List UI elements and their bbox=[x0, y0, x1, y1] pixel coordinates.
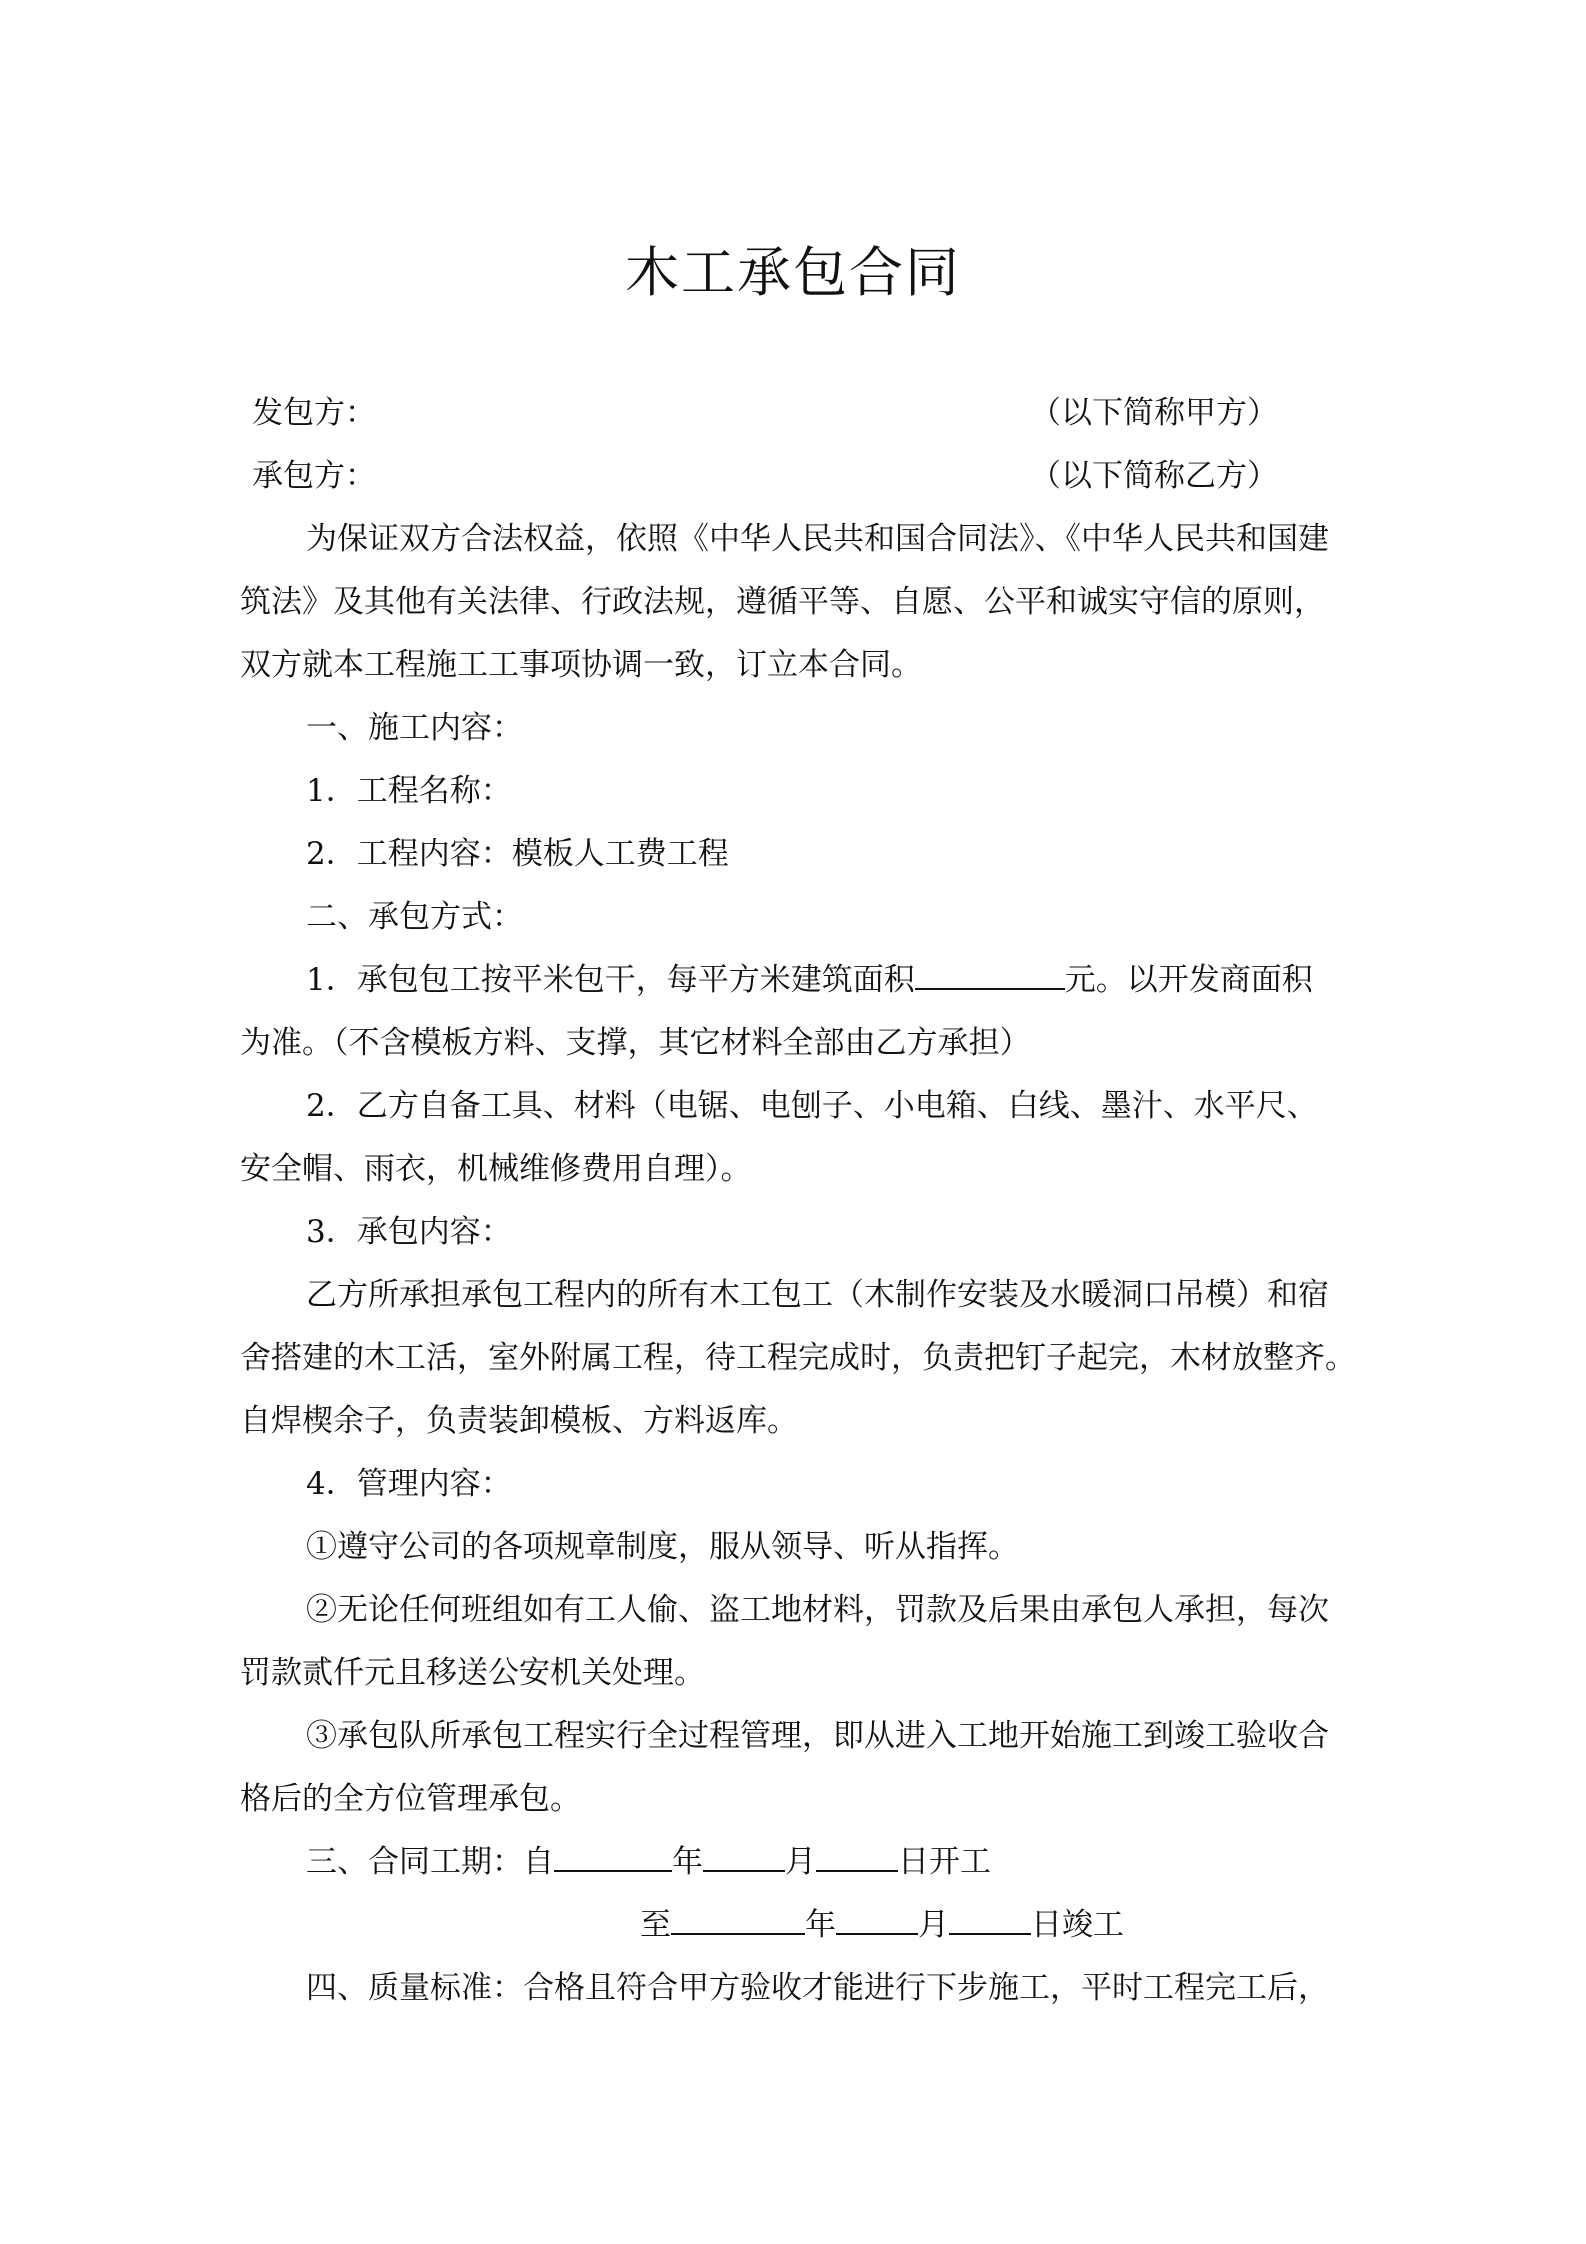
section2-item1-line2: 为准。（不含模板方料、支撑，其它材料全部由乙方承担） bbox=[240, 1025, 1031, 1061]
employer-line bbox=[240, 382, 1358, 445]
start-year-blank bbox=[554, 1840, 672, 1872]
contractor-line bbox=[240, 445, 1358, 508]
section2-heading: 二、承包方式： bbox=[306, 899, 523, 935]
intro-line-2: 筑法》及其他有关法律、行政法规，遵循平等、自愿、公平和诚实守信的原则， bbox=[240, 584, 1325, 620]
start-month-label: 月 bbox=[785, 1844, 816, 1880]
end-to-label: 至 bbox=[640, 1907, 671, 1943]
section2-item4-3-line2: 格后的全方位管理承包。 bbox=[240, 1781, 581, 1817]
section2-item1-text-b: 元。以开发商面积 bbox=[1064, 962, 1313, 998]
section2-item4-2-line2: 罚款贰仟元且移送公安机关处理。 bbox=[240, 1655, 705, 1691]
section1-item1: 1．工程名称： bbox=[306, 773, 512, 809]
employer-label: 发包方： bbox=[252, 395, 376, 431]
section1-heading: 一、施工内容： bbox=[306, 710, 523, 746]
section2-item3-heading: 3．承包内容： bbox=[306, 1214, 512, 1250]
end-day-label: 日竣工 bbox=[1031, 1907, 1124, 1943]
section2-item3-line2: 舍搭建的木工活，室外附属工程，待工程完成时，负责把钉子起完，木材放整齐。 bbox=[240, 1340, 1356, 1376]
employer-note: （以下简称甲方） bbox=[1030, 395, 1278, 431]
contractor-label: 承包方： bbox=[252, 458, 376, 494]
start-day-blank bbox=[816, 1840, 898, 1872]
document-title: 木工承包合同 bbox=[625, 241, 961, 304]
contract-body bbox=[240, 382, 1358, 2020]
end-year-blank bbox=[671, 1903, 805, 1935]
section1-item2: 2．工程内容：模板人工费工程 bbox=[306, 836, 729, 872]
end-year-label: 年 bbox=[805, 1907, 836, 1943]
section3-heading: 三、合同工期：自 bbox=[306, 1844, 554, 1880]
section2-item2-line1: 2．乙方自备工具、材料（电锯、电刨子、小电箱、白线、墨汁、水平尺、 bbox=[306, 1088, 1318, 1124]
section2-item1-line1 bbox=[240, 949, 1358, 1012]
section2-item4-3-line1: ③承包队所承包工程实行全过程管理，即从进入工地开始施工到竣工验收合 bbox=[306, 1718, 1329, 1754]
section2-item3-line1: 乙方所承担承包工程内的所有木工包工（木制作安装及水暖洞口吊模）和宿 bbox=[306, 1277, 1329, 1313]
intro-line-3: 双方就本工程施工工事项协调一致，订立本合同。 bbox=[240, 647, 922, 683]
section2-item2-line2: 安全帽、雨衣，机械维修费用自理）。 bbox=[240, 1151, 752, 1187]
end-month-blank bbox=[836, 1903, 918, 1935]
section3-end-line bbox=[240, 1894, 1358, 1957]
end-month-label: 月 bbox=[918, 1907, 949, 1943]
intro-line-1: 为保证双方合法权益，依照《中华人民共和国合同法》、《中华人民共和国建 bbox=[306, 521, 1329, 557]
start-day-label: 日开工 bbox=[898, 1844, 991, 1880]
section2-item3-line3: 自焊楔余子，负责装卸模板、方料返库。 bbox=[240, 1403, 798, 1439]
price-blank bbox=[915, 958, 1065, 990]
contractor-note: （以下简称乙方） bbox=[1030, 458, 1278, 494]
end-day-blank bbox=[949, 1903, 1031, 1935]
section2-item4-2-line1: ②无论任何班组如有工人偷、盗工地材料，罚款及后果由承包人承担，每次 bbox=[306, 1592, 1329, 1628]
section2-item4-1: ①遵守公司的各项规章制度，服从领导、听从指挥。 bbox=[306, 1529, 1019, 1565]
section2-item1-text-a: 1．承包包工按平米包干，每平方米建筑面积 bbox=[306, 962, 915, 998]
start-year-label: 年 bbox=[672, 1844, 703, 1880]
section4-line1: 四、质量标准：合格且符合甲方验收才能进行下步施工，平时工程完工后， bbox=[306, 1970, 1329, 2006]
start-month-blank bbox=[703, 1840, 785, 1872]
section2-item4-heading: 4．管理内容： bbox=[306, 1466, 512, 1502]
section3-start-line bbox=[240, 1831, 1358, 1894]
